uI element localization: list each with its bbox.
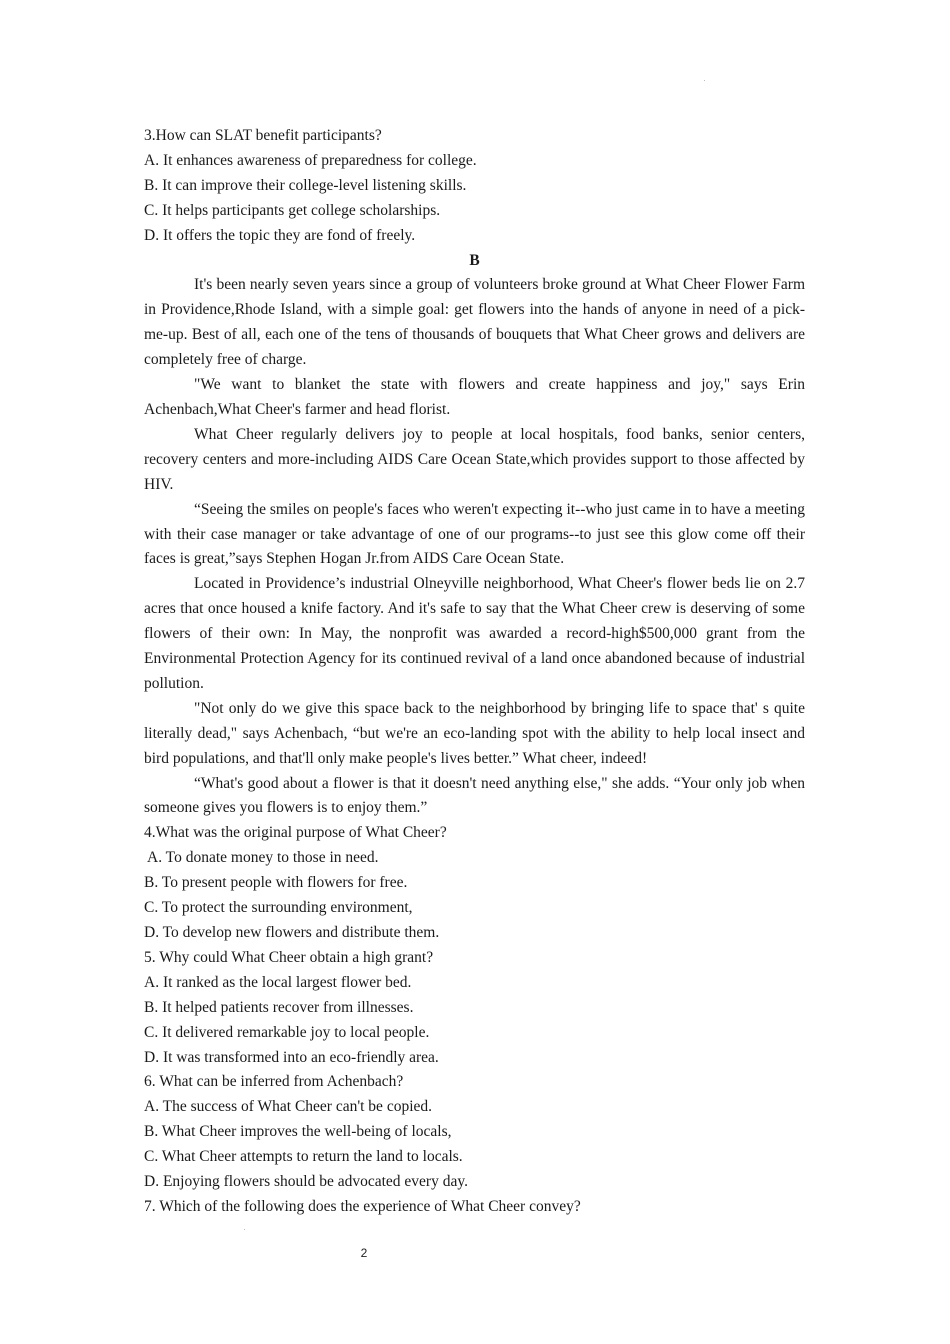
page-number: 2 [360, 1246, 368, 1260]
question-4-option-a: A. To donate money to those in need. [144, 849, 379, 867]
question-6-option-d: D. Enjoying flowers should be advocated every day. [144, 1173, 468, 1191]
question-6-option-c: C. What Cheer attempts to return the land to locals. [144, 1148, 463, 1166]
passage-paragraph-1: It's been nearly seven years since a group of volunteers broke ground at What Cheer Flower Farm in Providence,Rhode Island, with a simple goal: get flowers into the hands of anyone in need of a pick-me-up. Best of all, each one of the tens of thousands of bouquets that What Cheer grows and delivers are completely free of charge. [144, 276, 805, 369]
question-5-option-c: C. It delivered remarkable joy to local people. [144, 1023, 430, 1041]
question-3-option-b: B. It can improve their college-level listening skills. [144, 176, 467, 194]
passage-paragraph-3: What Cheer regularly delivers joy to people at local hospitals, food banks, senior centers, recovery centers and more-including AIDS Care Ocean State,which provides support to those affected by HIV. [144, 425, 805, 493]
question-3: 3.How can SLAT benefit participants? [144, 127, 382, 144]
question-5-option-a: A. It ranked as the local largest flower bed. [144, 973, 412, 991]
question-7: 7. Which of the following does the experience of What Cheer convey? [144, 1197, 581, 1215]
passage-paragraph-6: "Not only do we give this space back to the neighborhood by bringing life to space that' s quite literally dead," says Achenbach, “but we're an eco-landing spot with the ability to help local insect and bird populations, and that'll only make people's lives better.” What cheer, indeed! [144, 699, 805, 767]
question-4-option-d: D. To develop new flowers and distribute them. [144, 924, 440, 941]
question-6-option-a: A. The success of What Cheer can't be copied. [144, 1098, 433, 1116]
section-b-heading: B [469, 251, 480, 269]
scan-speck-top [704, 80, 705, 81]
question-4: 4.What was the original purpose of What Cheer? [144, 824, 447, 842]
passage-paragraph-2: "We want to blanket the state with flowers and create happiness and joy," says Erin Achenbach,What Cheer's farmer and head florist. [144, 376, 805, 418]
question-5-option-b: B. It helped patients recover from illnesses. [144, 998, 414, 1016]
passage-paragraph-4: “Seeing the smiles on people's faces who weren't expecting it--who just came in to have a meeting with their case manager or take advantage of one of our programs--to just see this glow come off their faces is great,”says Stephen Hogan Jr.from AIDS Care Ocean State. [144, 500, 805, 568]
question-5: 5. Why could What Cheer obtain a high grant? [144, 948, 434, 966]
question-5-option-d: D. It was transformed into an eco-friendly area. [144, 1048, 439, 1066]
question-3-option-c: C. It helps participants get college scholarships. [144, 201, 441, 219]
scan-speck-bottom [244, 1229, 245, 1230]
passage-paragraph-7: “What's good about a flower is that it doesn't need anything else," she adds. “Your only job when someone gives you flowers is to enjoy them.” [144, 774, 805, 817]
document-page [144, 124, 805, 1220]
question-3-option-d: D. It offers the topic they are fond of freely. [144, 226, 416, 244]
question-4-option-c: C. To protect the surrounding environment, [144, 899, 413, 917]
question-6-option-b: B. What Cheer improves the well-being of locals, [144, 1123, 452, 1141]
question-4-option-b: B. To present people with flowers for free. [144, 874, 408, 892]
question-6: 6. What can be inferred from Achenbach? [144, 1073, 404, 1091]
question-3-option-a: A. It enhances awareness of preparedness for college. [144, 151, 477, 169]
passage-paragraph-5: Located in Providence’s industrial Olneyville neighborhood, What Cheer's flower beds lie on 2.7 acres that once housed a knife factory. And it's safe to say that the What Cheer crew is deserving of some flowers of their own: In May, the nonprofit was awarded a record-high$500,000 grant from the Environmental Protection Agency for its continued revival of a land once abandoned because of industrial pollution. [144, 575, 805, 692]
